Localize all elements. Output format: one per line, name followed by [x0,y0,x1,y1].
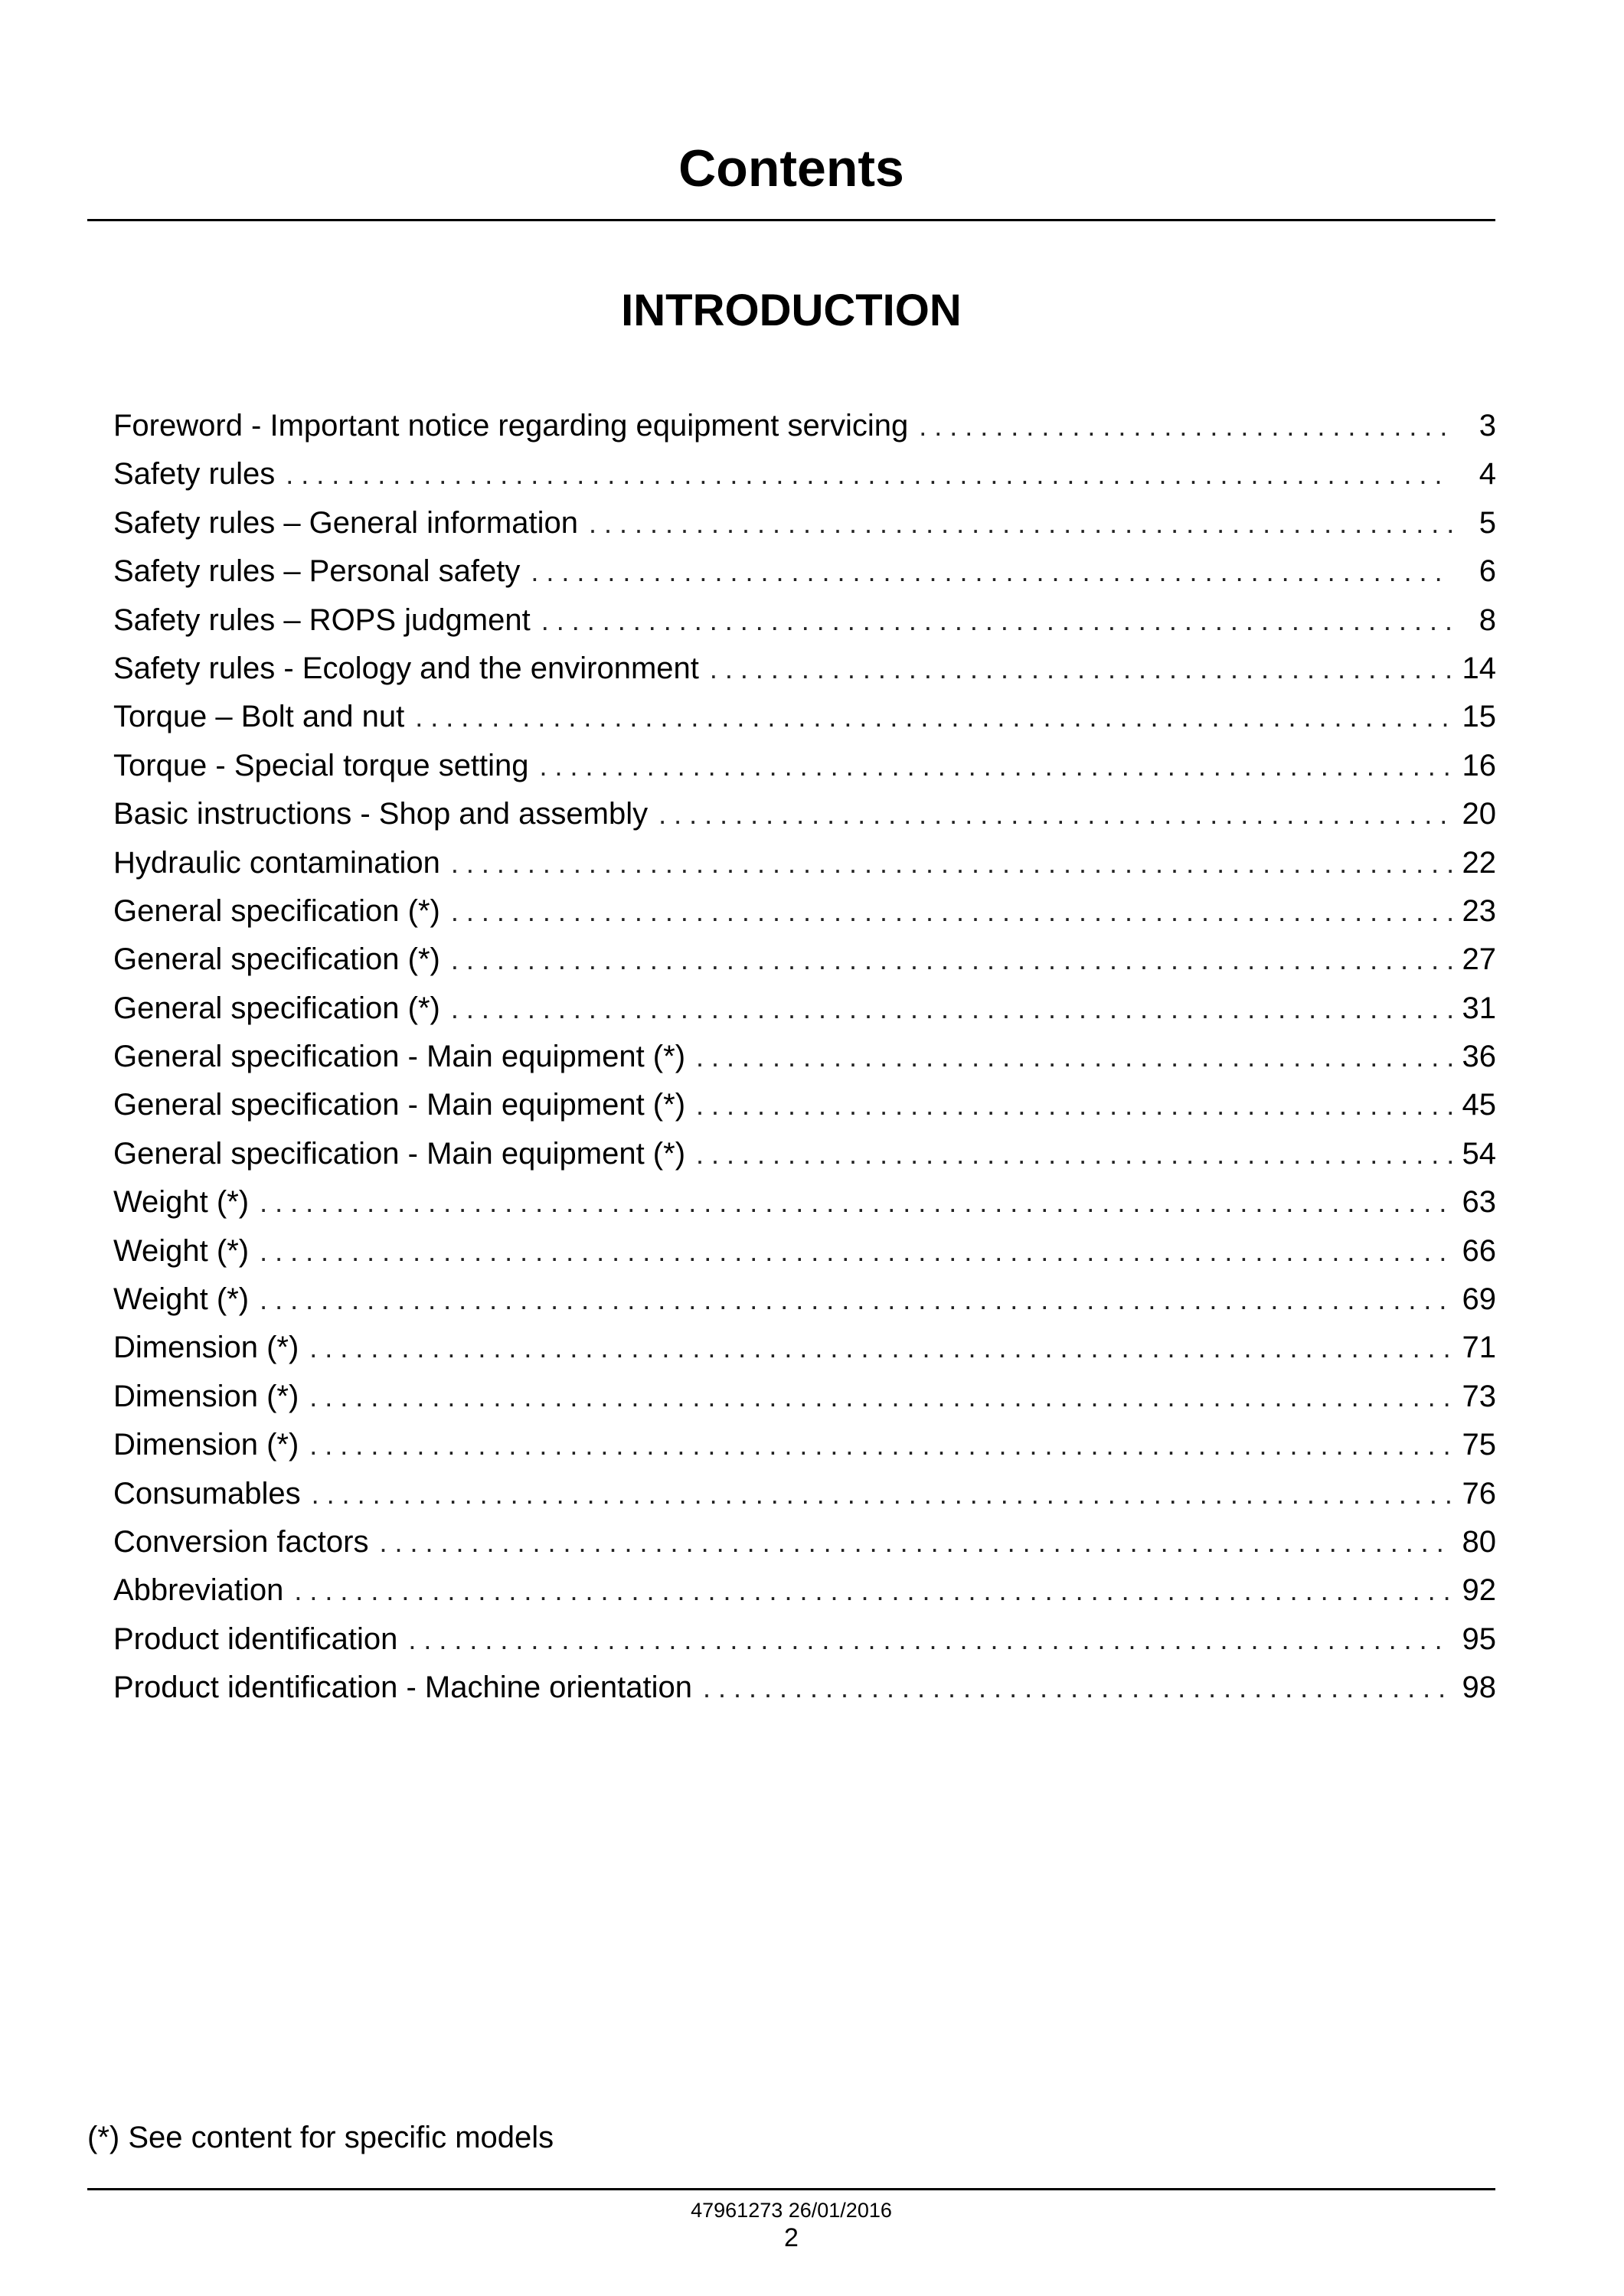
toc-entry-page: 80 [1462,1524,1496,1559]
toc-entry-title: General specification - Main equipment (*) [113,1040,686,1074]
toc-entry[interactable] [113,1081,1496,1129]
toc-entry[interactable] [113,1373,1496,1421]
toc-entry-page: 6 [1479,554,1496,589]
dot-leader [286,450,1452,498]
dot-leader [408,1615,1452,1664]
toc-entry-page: 63 [1462,1185,1496,1220]
toc-entry-page: 4 [1479,457,1496,492]
toc-entry[interactable] [113,596,1496,645]
dot-leader [415,693,1452,741]
toc-entry-title: Torque - Special torque setting [113,748,529,782]
toc-entry[interactable] [113,1470,1496,1518]
toc-entry[interactable] [113,1518,1496,1566]
toc-entry-title: Product identification [113,1622,398,1656]
toc-entry-title: Torque – Bolt and nut [113,700,405,734]
footer-divider [87,2188,1495,2190]
toc-entry-title: Safety rules [113,457,276,492]
toc-entry-page: 14 [1462,651,1496,685]
toc-entry-page: 95 [1462,1622,1496,1656]
toc-entry[interactable] [113,1275,1496,1324]
toc-entry-page: 66 [1462,1233,1496,1268]
toc-entry-title: Weight (*) [113,1233,250,1268]
toc-entry-title: Abbreviation [113,1573,284,1608]
toc-entry[interactable] [113,1664,1496,1712]
toc-entry-page: 69 [1462,1282,1496,1317]
dot-leader [451,936,1452,984]
dot-leader [696,1081,1452,1129]
toc-entry-title: Safety rules – General information [113,505,578,540]
toc-entry-page: 8 [1479,603,1496,637]
toc-entry-title: Safety rules – ROPS judgment [113,603,531,637]
table-of-contents [113,402,1496,1713]
toc-entry-title: Basic instructions - Shop and assembly [113,797,649,831]
toc-entry-title: Dimension (*) [113,1428,299,1462]
toc-entry-title: Product identification - Machine orientation [113,1671,692,1705]
dot-leader [589,499,1452,547]
toc-entry[interactable] [113,693,1496,741]
toc-entry[interactable] [113,1324,1496,1372]
dot-leader [309,1373,1452,1421]
toc-entry-page: 45 [1462,1088,1496,1122]
page-number: 2 [784,2223,799,2252]
toc-entry-page: 22 [1462,845,1496,880]
toc-entry-title: Dimension (*) [113,1379,299,1413]
footnote: (*) See content for specific models [87,2121,554,2154]
toc-entry-title: General specification (*) [113,942,440,977]
dot-leader [309,1421,1452,1469]
dot-leader [696,1033,1452,1081]
dot-leader [658,790,1452,838]
toc-entry-page: 23 [1462,893,1496,928]
toc-entry-page: 31 [1462,991,1496,1025]
toc-entry-page: 54 [1462,1136,1496,1171]
toc-entry-page: 20 [1462,797,1496,831]
toc-entry[interactable] [113,1130,1496,1178]
toc-entry[interactable] [113,790,1496,838]
dot-leader [696,1130,1452,1178]
toc-entry[interactable] [113,936,1496,984]
toc-entry-page: 27 [1462,942,1496,977]
toc-entry-page: 73 [1462,1379,1496,1413]
toc-entry[interactable] [113,499,1496,547]
toc-entry[interactable] [113,839,1496,887]
toc-entry[interactable] [113,1033,1496,1081]
document-id: 47961273 26/01/2016 [691,2199,892,2222]
toc-entry-page: 76 [1462,1476,1496,1511]
toc-entry[interactable] [113,1227,1496,1275]
toc-entry[interactable] [113,1178,1496,1226]
dot-leader [540,742,1452,790]
dot-leader [309,1324,1452,1372]
dot-leader [710,645,1452,693]
dot-leader [541,596,1452,645]
toc-entry[interactable] [113,450,1496,498]
toc-entry-title: Dimension (*) [113,1331,299,1365]
toc-entry[interactable] [113,887,1496,936]
section-title: INTRODUCTION [621,286,962,335]
dot-leader [379,1518,1452,1566]
toc-entry-page: 5 [1479,505,1496,540]
dot-leader [451,839,1452,887]
toc-entry-page: 36 [1462,1040,1496,1074]
toc-entry-title: Weight (*) [113,1185,250,1220]
dot-leader [312,1470,1452,1518]
dot-leader [919,402,1452,450]
toc-entry-title: Weight (*) [113,1282,250,1317]
dot-leader [294,1566,1452,1615]
toc-entry-page: 3 [1479,409,1496,443]
toc-entry-title: General specification - Main equipment (*) [113,1136,686,1171]
toc-entry-title: Safety rules – Personal safety [113,554,521,589]
toc-entry-page: 16 [1462,748,1496,782]
toc-entry-title: General specification - Main equipment (*) [113,1088,686,1122]
toc-entry[interactable] [113,1566,1496,1615]
header-divider [87,219,1495,221]
dot-leader [703,1664,1452,1712]
toc-entry-title: Safety rules - Ecology and the environment [113,651,699,685]
toc-entry[interactable] [113,1615,1496,1664]
toc-entry-title: Foreword - Important notice regarding equipment servicing [113,409,909,443]
dot-leader [260,1227,1452,1275]
dot-leader [531,547,1452,596]
toc-entry-title: Consumables [113,1476,301,1511]
toc-entry-page: 92 [1462,1573,1496,1608]
toc-entry[interactable] [113,985,1496,1033]
dot-leader [260,1178,1452,1226]
toc-entry-page: 75 [1462,1428,1496,1462]
dot-leader [451,985,1452,1033]
toc-entry-title: Conversion factors [113,1524,369,1559]
toc-entry[interactable] [113,645,1496,693]
toc-entry[interactable] [113,547,1496,596]
toc-entry-title: General specification (*) [113,991,440,1025]
dot-leader [451,887,1452,936]
page-title: Contents [678,139,904,198]
dot-leader [260,1275,1452,1324]
toc-entry-page: 98 [1462,1671,1496,1705]
toc-entry-title: General specification (*) [113,893,440,928]
toc-entry[interactable] [113,1421,1496,1469]
toc-entry[interactable] [113,402,1496,450]
toc-entry-page: 71 [1462,1331,1496,1365]
toc-entry-page: 15 [1462,700,1496,734]
toc-entry[interactable] [113,742,1496,790]
toc-entry-title: Hydraulic contamination [113,845,440,880]
